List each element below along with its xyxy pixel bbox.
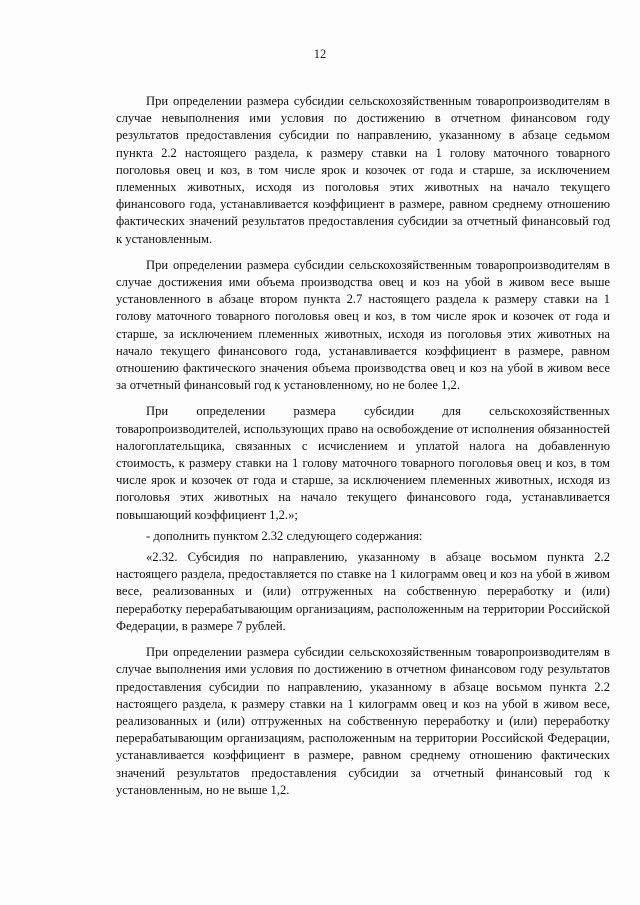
page-number: 12 <box>313 47 327 61</box>
paragraph-coefficient-fulfillment: При определении размера субсидии сельскохозяйственным товаропроизводителям в случае выполнения ими условия по достижению в отчетном финансовом году результатов предоставления субсидии по направлению, указанному в абзаце восьмом пункта 2.2 настоящего раздела, к размеру ставки на 1 килограмм овец и коз на убой в живом весе, реализованных и (или) отгруженных на собственную переработку и (или) переработку перерабатывающим организациям, расположенным на территории Российской Федерации, устанавливается коэффициент в размере, равном среднему отношению фактических значений результатов предоставления субсидии за отчетный финансовый год к установленным, но не выше 1,2. <box>116 645 610 797</box>
paragraph-point-2-32: «2.32. Субсидия по направлению, указанному в абзаце восьмом пункта 2.2 настоящего раздела, предоставляется по ставке на 1 килограмм овец и коз на убой в живом весе, реализованных и (или) отгруженных на собственную переработку и (или) переработку перерабатывающим организациям, расположенным на территории Российской Федерации, в размере 7 рублей. <box>116 550 610 633</box>
paragraph-coefficient-production-volume: При определении размера субсидии сельскохозяйственным товаропроизводителям в случае достижения ими объема производства овец и коз на убой в живом весе выше установленного в абзаце втором пункта 2.7 настоящего раздела к размеру ставки на 1 голову маточного товарного поголовья овец и коз, в том числе ярок и козочек от года и старше, за исключением племенных животных, исходя из поголовья этих животных на начало текущего финансового года, устанавливается коэффициент в размере, равном отношению фактического значения объема производства овец и коз на убой в живом весе за отчетный финансовый год к установленному, но не более 1,2. <box>116 257 610 393</box>
document-body <box>116 93 610 799</box>
paragraph-coefficient-non-fulfillment: При определении размера субсидии сельскохозяйственным товаропроизводителям в случае невыполнения ими условия по достижению в отчетном финансовом году результатов предоставления субсидии по направлению, указанному в абзаце седьмом пункта 2.2 настоящего раздела, к размеру ставки на 1 голову маточного товарного поголовья овец и коз, в том числе ярок и козочек от года и старше, за исключением племенных животных, исходя из поголовья этих животных на начало текущего финансового года, устанавливается коэффициент в размере, равном среднему отношению фактических значений результатов предоставления субсидии за отчетный финансовый год к установленным. <box>116 94 610 246</box>
paragraph-add-point-2-32: - дополнить пунктом 2.32 следующего содержания: <box>146 528 423 543</box>
paragraph-vat-exempt-coefficient: При определении размера субсидии для сельскохозяйственных товаропроизводителей, использующих право на освобождение от исполнения обязанностей налогоплательщика, связанных с исчислением и уплатой налога на добавленную стоимость, к размеру ставки на 1 голову маточного товарного поголовья овец и коз, в том числе ярок и козочек от года и старше, за исключением племенных животных, исходя из поголовья этих животных на начало текущего финансового года, устанавливается повышающий коэффициент 1,2.»; <box>116 404 610 522</box>
